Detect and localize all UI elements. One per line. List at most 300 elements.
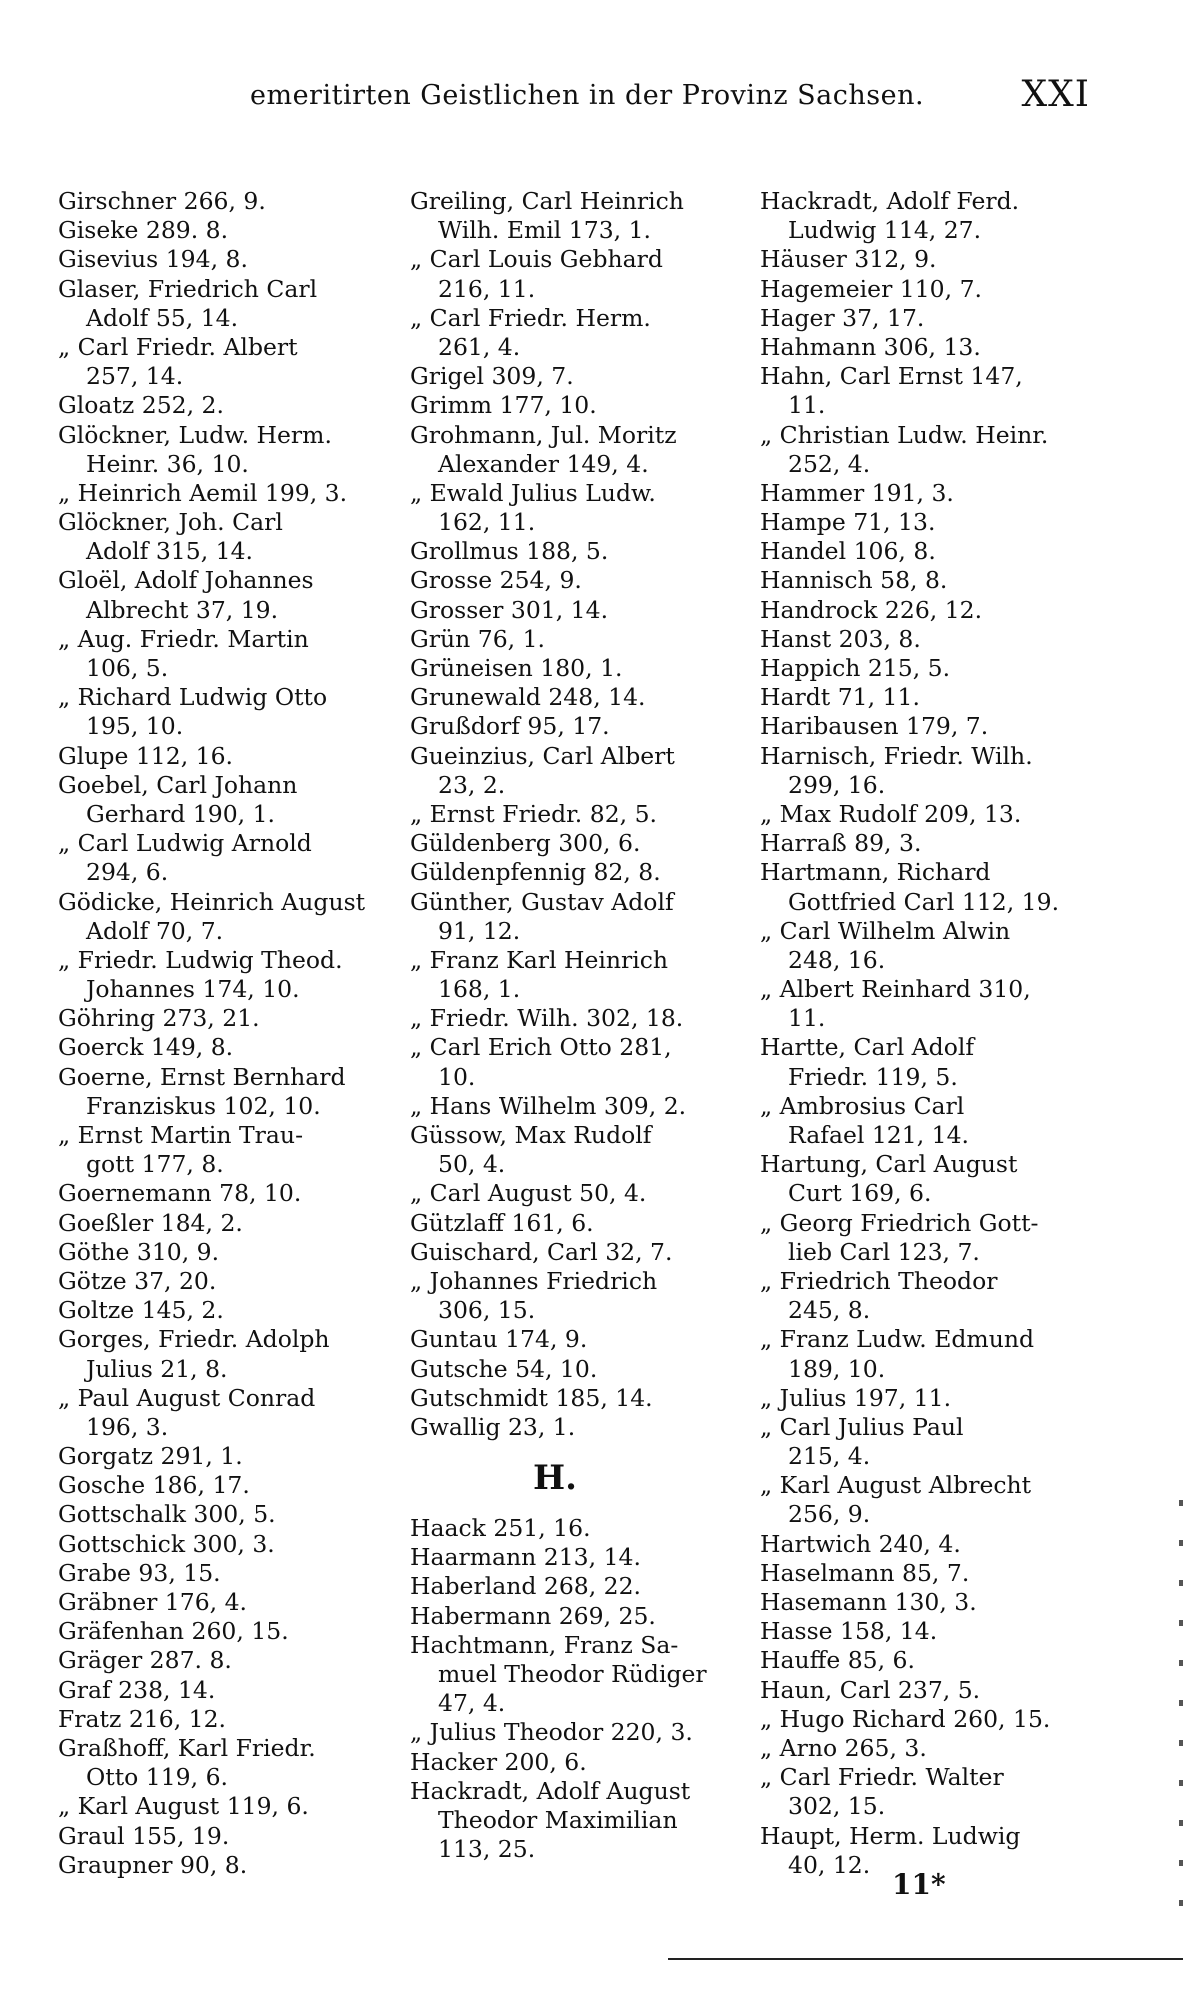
entry-line: Goerck 149, 8. <box>58 1033 234 1062</box>
entry-continuation: 168, 1. <box>438 975 521 1004</box>
index-entry <box>760 1559 1090 1588</box>
page-edge-marks <box>1179 1500 1183 1920</box>
index-entry <box>760 1763 1090 1821</box>
entry-continuation: gott 177, 8. <box>86 1150 224 1179</box>
index-entry <box>410 625 740 654</box>
entry-continuation: Curt 169, 6. <box>788 1179 932 1208</box>
entry-continuation: Johannes 174, 10. <box>86 975 300 1004</box>
index-entry <box>58 1588 378 1617</box>
entry-line: Goeßler 184, 2. <box>58 1208 243 1237</box>
entry-line: „ Friedrich Theodor <box>760 1266 998 1295</box>
index-entry <box>410 566 740 595</box>
index-entry <box>760 1617 1090 1646</box>
index-entry <box>760 1588 1090 1617</box>
entry-line: Giseke 289. 8. <box>58 216 229 245</box>
entry-line: Goebel, Carl Johann <box>58 770 298 799</box>
entry-line: Hager 37, 17. <box>760 303 925 332</box>
entry-continuation: 106, 5. <box>86 654 169 682</box>
entry-continuation: 195, 10. <box>86 712 184 741</box>
index-entry <box>760 1413 1090 1471</box>
entry-line: Grosser 301, 14. <box>410 595 609 624</box>
index-entry <box>760 1033 1090 1091</box>
entry-continuation: 50, 4. <box>438 1150 506 1179</box>
entry-line: „ Julius 197, 11. <box>760 1383 952 1412</box>
index-entry <box>58 1209 378 1238</box>
entry-continuation: 91, 12. <box>438 916 521 945</box>
index-entry <box>760 362 1090 420</box>
index-entry <box>58 1792 378 1821</box>
entry-line: Glöckner, Joh. Carl <box>58 508 283 537</box>
entry-continuation: Gerhard 190, 1. <box>86 799 276 828</box>
entry-line: „ Christian Ludw. Heinr. <box>760 420 1049 449</box>
entry-line: „ Carl Wilhelm Alwin <box>760 916 1011 945</box>
entry-line: Graßhoff, Karl Friedr. <box>58 1733 316 1762</box>
entry-line: Handel 106, 8. <box>760 537 936 566</box>
section-letter-heading: H. <box>533 1458 577 1499</box>
entry-line: Grigel 309, 7. <box>410 362 574 391</box>
entry-continuation: 294, 6. <box>86 858 169 887</box>
entry-continuation: 11. <box>788 391 826 420</box>
entry-line: Gloatz 252, 2. <box>58 391 224 420</box>
index-entry <box>58 1851 378 1880</box>
entry-continuation: 10. <box>438 1062 476 1091</box>
index-entry <box>410 1121 740 1179</box>
entry-continuation: 302, 15. <box>788 1792 886 1821</box>
index-entry <box>410 1413 740 1442</box>
entry-continuation: Franziskus 102, 10. <box>86 1091 321 1120</box>
entry-line: „ Karl August Albrecht <box>760 1471 1032 1500</box>
index-entry <box>760 421 1090 479</box>
index-entry <box>58 1442 378 1471</box>
entry-line: Hackradt, Adolf Ferd. <box>760 187 1020 215</box>
index-entry <box>760 625 1090 654</box>
entry-line: „ Ewald Julius Ludw. <box>410 478 656 507</box>
index-entry <box>760 683 1090 712</box>
entry-line: Haribausen 179, 7. <box>760 712 989 741</box>
index-entry <box>410 654 740 683</box>
index-entry <box>760 304 1090 333</box>
entry-line: „ Carl Friedr. Herm. <box>410 303 651 332</box>
entry-continuation: Adolf 55, 14. <box>86 303 239 332</box>
index-entry <box>760 596 1090 625</box>
entry-continuation: 113, 25. <box>438 1835 536 1864</box>
index-entry <box>58 1676 378 1705</box>
entry-line: Graul 155, 19. <box>58 1821 230 1850</box>
index-entry <box>410 1209 740 1238</box>
index-entry <box>760 917 1090 975</box>
entry-line: Häuser 312, 9. <box>760 245 937 274</box>
index-column-3 <box>760 187 1090 1880</box>
entry-line: „ Arno 265, 3. <box>760 1733 927 1762</box>
entry-line: Gödicke, Heinrich August <box>58 887 366 916</box>
entry-continuation: lieb Carl 123, 7. <box>788 1237 980 1266</box>
entry-line: Hartung, Carl August <box>760 1150 1018 1179</box>
index-entry <box>58 245 378 274</box>
entry-line: „ Friedr. Wilh. 302, 18. <box>410 1004 684 1033</box>
index-entry <box>58 1179 378 1208</box>
entry-line: Happich 215, 5. <box>760 654 951 682</box>
entry-line: „ Ambrosius Carl <box>760 1091 965 1120</box>
entry-line: Grosse 254, 9. <box>410 566 582 595</box>
entry-line: Haupt, Herm. Ludwig <box>760 1821 1021 1850</box>
index-entry <box>760 858 1090 916</box>
index-entry <box>58 508 378 566</box>
entry-line: Hacker 200, 6. <box>410 1747 587 1776</box>
entry-continuation: 252, 4. <box>788 449 871 478</box>
index-entry <box>410 829 740 858</box>
entry-line: Hagemeier 110, 7. <box>760 274 982 303</box>
index-entry <box>410 1748 740 1777</box>
index-entry <box>58 683 378 741</box>
index-entry <box>410 1179 740 1208</box>
index-entry <box>410 742 740 800</box>
index-entry <box>58 1559 378 1588</box>
entry-continuation: 23, 2. <box>438 770 506 799</box>
entry-line: Gisevius 194, 8. <box>58 245 248 274</box>
index-entry <box>58 479 378 508</box>
entry-continuation: 299, 16. <box>788 770 886 799</box>
entry-line: „ Ernst Martin Trau- <box>58 1121 304 1149</box>
index-entry <box>760 1267 1090 1325</box>
running-title: emeritirten Geistlichen in der Provinz Sachsen. <box>250 80 925 111</box>
index-entry <box>760 566 1090 595</box>
entry-line: Gottschick 300, 3. <box>58 1529 275 1558</box>
index-entry <box>58 888 378 946</box>
entry-continuation: Rafael 121, 14. <box>788 1121 970 1149</box>
index-entry <box>410 479 740 537</box>
index-entry <box>58 1033 378 1062</box>
entry-line: Göthe 310, 9. <box>58 1237 220 1266</box>
entry-continuation: Albrecht 37, 19. <box>86 595 279 624</box>
index-entry <box>58 625 378 683</box>
entry-line: Handrock 226, 12. <box>760 595 983 624</box>
entry-line: Graf 238, 14. <box>58 1675 216 1704</box>
entry-line: „ Max Rudolf 209, 13. <box>760 799 1022 828</box>
index-entry <box>410 537 740 566</box>
entry-continuation: 245, 8. <box>788 1296 871 1325</box>
entry-continuation: Alexander 149, 4. <box>438 449 649 478</box>
entry-line: Grün 76, 1. <box>410 624 546 653</box>
entry-continuation: Heinr. 36, 10. <box>86 449 249 478</box>
index-entry <box>58 1617 378 1646</box>
entry-line: „ Carl Friedr. Albert <box>58 332 298 361</box>
index-entry <box>760 245 1090 274</box>
index-entry <box>58 771 378 829</box>
signature-mark: 11* <box>892 1868 946 1901</box>
index-entry <box>58 1004 378 1033</box>
entry-line: Goernemann 78, 10. <box>58 1179 302 1208</box>
index-entry <box>410 1004 740 1033</box>
index-entry <box>58 421 378 479</box>
entry-continuation: Friedr. 119, 5. <box>788 1062 958 1091</box>
index-entry <box>410 1238 740 1267</box>
index-entry <box>410 683 740 712</box>
entry-line: Hartte, Carl Adolf <box>760 1033 975 1062</box>
entry-line: Hammer 191, 3. <box>760 478 954 507</box>
entry-line: Haarmann 213, 14. <box>410 1543 641 1572</box>
entry-line: Habermann 269, 25. <box>410 1601 656 1630</box>
entry-line: Glupe 112, 16. <box>58 741 234 770</box>
entry-continuation: Adolf 70, 7. <box>86 916 224 945</box>
index-entry <box>410 1267 740 1325</box>
index-entry <box>410 1325 740 1354</box>
entry-line: Hanst 203, 8. <box>760 624 921 653</box>
index-entry <box>760 1209 1090 1267</box>
entry-continuation: 257, 14. <box>86 362 184 391</box>
index-entry <box>58 1296 378 1325</box>
entry-line: Gosche 186, 17. <box>58 1471 250 1500</box>
index-entry <box>760 1325 1090 1383</box>
entry-line: Fratz 216, 12. <box>58 1704 227 1733</box>
index-entry <box>760 537 1090 566</box>
index-entry <box>58 1121 378 1179</box>
entry-line: „ Carl August 50, 4. <box>410 1179 647 1208</box>
index-entry <box>58 1267 378 1296</box>
entry-line: Glöckner, Ludw. Herm. <box>58 420 332 449</box>
entry-line: „ Karl August 119, 6. <box>58 1792 309 1821</box>
index-column-2 <box>410 187 740 1864</box>
index-entry <box>410 1718 740 1747</box>
entry-line: „ Carl Louis Gebhard <box>410 245 663 274</box>
entry-line: „ Franz Ludw. Edmund <box>760 1325 1035 1354</box>
index-entry <box>760 1734 1090 1763</box>
entry-continuation: 162, 11. <box>438 508 536 537</box>
entry-line: Hartwich 240, 4. <box>760 1529 961 1558</box>
entry-line: „ Georg Friedrich Gott- <box>760 1208 1039 1237</box>
entry-line: Güldenpfennig 82, 8. <box>410 858 661 887</box>
index-entry <box>760 829 1090 858</box>
entry-line: Gorges, Friedr. Adolph <box>58 1325 330 1354</box>
entry-line: „ Aug. Friedr. Martin <box>58 624 309 653</box>
entry-continuation: 248, 16. <box>788 945 886 974</box>
entry-line: Günther, Gustav Adolf <box>410 887 674 916</box>
index-entry <box>58 1325 378 1383</box>
index-entry <box>410 421 740 479</box>
entry-line: Hasemann 130, 3. <box>760 1588 977 1616</box>
entry-line: „ Heinrich Aemil 199, 3. <box>58 478 348 507</box>
entry-line: Girschner 266, 9. <box>58 187 266 215</box>
index-entry <box>410 1033 740 1091</box>
entry-line: Hauffe 85, 6. <box>760 1646 915 1675</box>
entry-line: Gräger 287. 8. <box>58 1646 232 1675</box>
entry-continuation: 11. <box>788 1004 826 1033</box>
entry-line: Grüneisen 180, 1. <box>410 654 623 682</box>
index-entry <box>410 187 740 245</box>
entry-line: Guntau 174, 9. <box>410 1325 588 1354</box>
entry-line: Hartmann, Richard <box>760 858 991 887</box>
entry-continuation: muel Theodor Rüdiger <box>438 1660 707 1688</box>
index-entry <box>58 946 378 1004</box>
entry-line: Gwallig 23, 1. <box>410 1412 576 1441</box>
bottom-rule <box>668 1958 1183 1960</box>
entry-line: Hachtmann, Franz Sa- <box>410 1630 679 1659</box>
index-entry <box>410 245 740 303</box>
index-entry <box>760 275 1090 304</box>
index-entry <box>760 712 1090 741</box>
index-entry <box>58 829 378 887</box>
index-entry <box>410 1602 740 1631</box>
entry-continuation: 40, 12. <box>788 1850 871 1879</box>
entry-line: Hannisch 58, 8. <box>760 566 948 595</box>
index-entry <box>410 391 740 420</box>
entry-continuation: Julius 21, 8. <box>86 1354 228 1383</box>
entry-line: Grollmus 188, 5. <box>410 537 609 566</box>
entry-continuation: 196, 3. <box>86 1412 169 1441</box>
entry-line: Gottschalk 300, 5. <box>58 1500 276 1529</box>
entry-line: Gützlaff 161, 6. <box>410 1208 594 1237</box>
entry-line: Guischard, Carl 32, 7. <box>410 1237 673 1266</box>
index-entry <box>760 742 1090 800</box>
entry-line: Gräfenhan 260, 15. <box>58 1617 289 1646</box>
index-entry <box>760 479 1090 508</box>
entry-line: „ Friedr. Ludwig Theod. <box>58 945 343 974</box>
entry-line: Grunewald 248, 14. <box>410 683 646 712</box>
index-entry <box>58 1822 378 1851</box>
index-entry <box>410 800 740 829</box>
index-entry <box>410 1777 740 1865</box>
index-entry <box>410 858 740 887</box>
entry-line: Hahmann 306, 13. <box>760 332 981 361</box>
index-entry <box>58 216 378 245</box>
index-entry <box>58 566 378 624</box>
index-entry <box>58 742 378 771</box>
index-entry <box>58 1471 378 1500</box>
index-entry <box>58 1063 378 1121</box>
entry-line: Güldenberg 300, 6. <box>410 829 641 858</box>
entry-continuation: Wilh. Emil 173, 1. <box>438 216 652 245</box>
index-entry <box>58 391 378 420</box>
entry-line: Hasse 158, 14. <box>760 1617 938 1646</box>
entry-line: Gutsche 54, 10. <box>410 1354 598 1383</box>
entry-line: Haun, Carl 237, 5. <box>760 1675 981 1704</box>
entry-continuation: 256, 9. <box>788 1500 871 1529</box>
index-entry <box>58 187 378 216</box>
entry-line: Grabe 93, 15. <box>58 1558 221 1587</box>
index-entry <box>410 362 740 391</box>
entry-line: „ Richard Ludwig Otto <box>58 683 328 712</box>
index-entry <box>760 1705 1090 1734</box>
entry-line: Harraß 89, 3. <box>760 829 922 858</box>
index-entry <box>760 1150 1090 1208</box>
entry-line: Graupner 90, 8. <box>58 1850 248 1879</box>
entry-line: „ Carl Friedr. Walter <box>760 1763 1004 1792</box>
entry-line: Greiling, Carl Heinrich <box>410 187 684 215</box>
entry-line: Gorgatz 291, 1. <box>58 1442 243 1471</box>
index-entry <box>410 1572 740 1601</box>
index-entry <box>760 333 1090 362</box>
entry-continuation: 216, 11. <box>438 274 536 303</box>
entry-line: Gloël, Adolf Johannes <box>58 566 314 595</box>
entry-line: Grohmann, Jul. Moritz <box>410 420 677 449</box>
index-entry <box>760 508 1090 537</box>
entry-line: Glaser, Friedrich Carl <box>58 274 318 303</box>
index-entry <box>760 1530 1090 1559</box>
entry-continuation: 261, 4. <box>438 332 521 361</box>
index-entry <box>760 800 1090 829</box>
index-entry <box>58 1500 378 1529</box>
index-entry <box>410 1355 740 1384</box>
entry-line: Hampe 71, 13. <box>760 508 936 537</box>
index-entry <box>410 946 740 1004</box>
entry-line: „ Johannes Friedrich <box>410 1266 658 1295</box>
index-entry <box>760 1646 1090 1675</box>
entry-continuation: Adolf 315, 14. <box>86 537 254 566</box>
index-entry <box>760 1676 1090 1705</box>
index-entry <box>58 1384 378 1442</box>
entry-continuation: Theodor Maximilian <box>438 1805 678 1834</box>
entry-line: „ Franz Karl Heinrich <box>410 945 669 974</box>
entry-line: „ Julius Theodor 220, 3. <box>410 1718 693 1747</box>
entry-line: Haberland 268, 22. <box>410 1572 642 1601</box>
entry-line: „ Hugo Richard 260, 15. <box>760 1704 1051 1733</box>
entry-line: Grußdorf 95, 17. <box>410 712 610 741</box>
entry-line: Harnisch, Friedr. Wilh. <box>760 741 1033 770</box>
index-entry <box>58 1238 378 1267</box>
index-entry <box>58 275 378 333</box>
index-entry <box>58 333 378 391</box>
entry-continuation: Gottfried Carl 112, 19. <box>788 887 1060 916</box>
index-entry <box>760 1092 1090 1150</box>
index-entry <box>58 1705 378 1734</box>
entry-continuation: Otto 119, 6. <box>86 1763 228 1792</box>
entry-line: Haack 251, 16. <box>410 1514 591 1543</box>
index-entry <box>410 1631 740 1719</box>
index-entry <box>760 1384 1090 1413</box>
entry-continuation: 215, 4. <box>788 1442 871 1471</box>
index-entry <box>410 1092 740 1121</box>
entry-line: Grimm 177, 10. <box>410 391 597 420</box>
index-entry <box>760 975 1090 1033</box>
index-entry <box>410 304 740 362</box>
index-entry <box>410 1384 740 1413</box>
entry-line: Götze 37, 20. <box>58 1266 217 1295</box>
index-entry <box>760 1471 1090 1529</box>
entry-line: „ Albert Reinhard 310, <box>760 975 1031 1004</box>
index-entry <box>410 1543 740 1572</box>
entry-line: Göhring 273, 21. <box>58 1004 260 1033</box>
entry-line: Gutschmidt 185, 14. <box>410 1383 653 1412</box>
entry-line: Güssow, Max Rudolf <box>410 1121 652 1149</box>
entry-continuation: 189, 10. <box>788 1354 886 1383</box>
index-entry <box>760 187 1090 245</box>
entry-line: „ Carl Julius Paul <box>760 1412 964 1441</box>
entry-line: Haselmann 85, 7. <box>760 1558 970 1587</box>
entry-line: Hahn, Carl Ernst 147, <box>760 362 1023 391</box>
entry-line: Hackradt, Adolf August <box>410 1776 691 1805</box>
index-column-1 <box>58 187 378 1880</box>
entry-continuation: 306, 15. <box>438 1296 536 1325</box>
entry-line: „ Ernst Friedr. 82, 5. <box>410 799 658 828</box>
index-entry <box>410 888 740 946</box>
entry-line: „ Paul August Conrad <box>58 1383 316 1412</box>
entry-line: „ Carl Erich Otto 281, <box>410 1033 672 1062</box>
entry-continuation: Ludwig 114, 27. <box>788 216 982 245</box>
entry-line: Gueinzius, Carl Albert <box>410 741 675 770</box>
index-entry <box>760 654 1090 683</box>
index-entry <box>58 1530 378 1559</box>
entry-line: Goerne, Ernst Bernhard <box>58 1062 346 1091</box>
page-header <box>250 74 1090 124</box>
index-entry <box>410 712 740 741</box>
index-entry <box>410 596 740 625</box>
entry-line: „ Carl Ludwig Arnold <box>58 829 312 858</box>
index-entry <box>410 1514 740 1543</box>
page-number: XXI <box>1021 74 1090 115</box>
entry-continuation: 47, 4. <box>438 1689 506 1718</box>
entry-line: Goltze 145, 2. <box>58 1296 224 1325</box>
index-entry <box>58 1646 378 1675</box>
entry-line: Gräbner 176, 4. <box>58 1588 248 1616</box>
